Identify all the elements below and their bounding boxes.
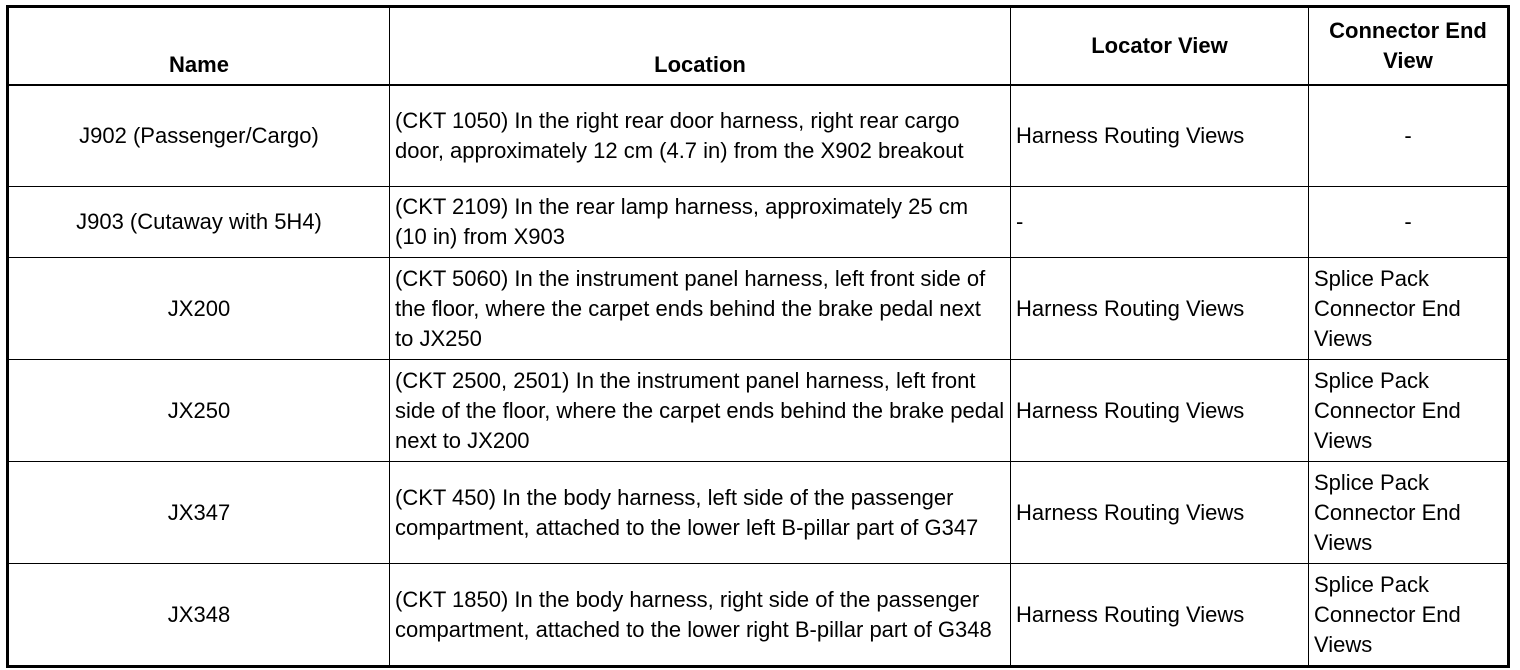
row-locator-view: - — [1011, 187, 1309, 258]
row-location: (CKT 450) In the body harness, left side of the passenger compartment, attached to the lower left B-pillar part of G347 — [390, 462, 1011, 564]
row-connector-end-view: Splice Pack Connector End Views — [1309, 462, 1509, 564]
row-name: JX200 — [8, 258, 390, 360]
row-location: (CKT 1850) In the body harness, right side of the passenger compartment, attached to the lower right B-pillar part of G348 — [390, 564, 1011, 667]
row-name: JX250 — [8, 360, 390, 462]
table-row — [8, 462, 1509, 564]
splice-location-table-container — [6, 5, 1510, 668]
row-location: (CKT 1050) In the right rear door harness, right rear cargo door, approximately 12 cm (4.7 in) from the X902 breakout — [390, 85, 1011, 187]
header-name: Name — [8, 7, 390, 86]
row-name: JX348 — [8, 564, 390, 667]
row-locator-view: Harness Routing Views — [1011, 258, 1309, 360]
row-location: (CKT 5060) In the instrument panel harness, left front side of the floor, where the carpet ends behind the brake pedal next to JX250 — [390, 258, 1011, 360]
table-row — [8, 360, 1509, 462]
row-connector-end-view: Splice Pack Connector End Views — [1309, 360, 1509, 462]
table-row — [8, 187, 1509, 258]
row-connector-end-view: Splice Pack Connector End Views — [1309, 258, 1509, 360]
row-connector-end-view: Splice Pack Connector End Views — [1309, 564, 1509, 667]
table-row — [8, 85, 1509, 187]
row-location: (CKT 2109) In the rear lamp harness, approximately 25 cm (10 in) from X903 — [390, 187, 1011, 258]
row-connector-end-view: - — [1309, 85, 1509, 187]
splice-location-table — [6, 5, 1510, 668]
table-row — [8, 258, 1509, 360]
row-location: (CKT 2500, 2501) In the instrument panel harness, left front side of the floor, where the carpet ends behind the brake pedal next to JX200 — [390, 360, 1011, 462]
header-connector-end-view: Connector End View — [1309, 7, 1509, 86]
header-location: Location — [390, 7, 1011, 86]
table-row — [8, 564, 1509, 667]
table-header-row — [8, 7, 1509, 86]
row-name: JX347 — [8, 462, 390, 564]
row-locator-view: Harness Routing Views — [1011, 360, 1309, 462]
row-locator-view: Harness Routing Views — [1011, 462, 1309, 564]
row-name: J902 (Passenger/Cargo) — [8, 85, 390, 187]
row-name: J903 (Cutaway with 5H4) — [8, 187, 390, 258]
row-connector-end-view: - — [1309, 187, 1509, 258]
header-locator-view: Locator View — [1011, 7, 1309, 86]
row-locator-view: Harness Routing Views — [1011, 85, 1309, 187]
row-locator-view: Harness Routing Views — [1011, 564, 1309, 667]
